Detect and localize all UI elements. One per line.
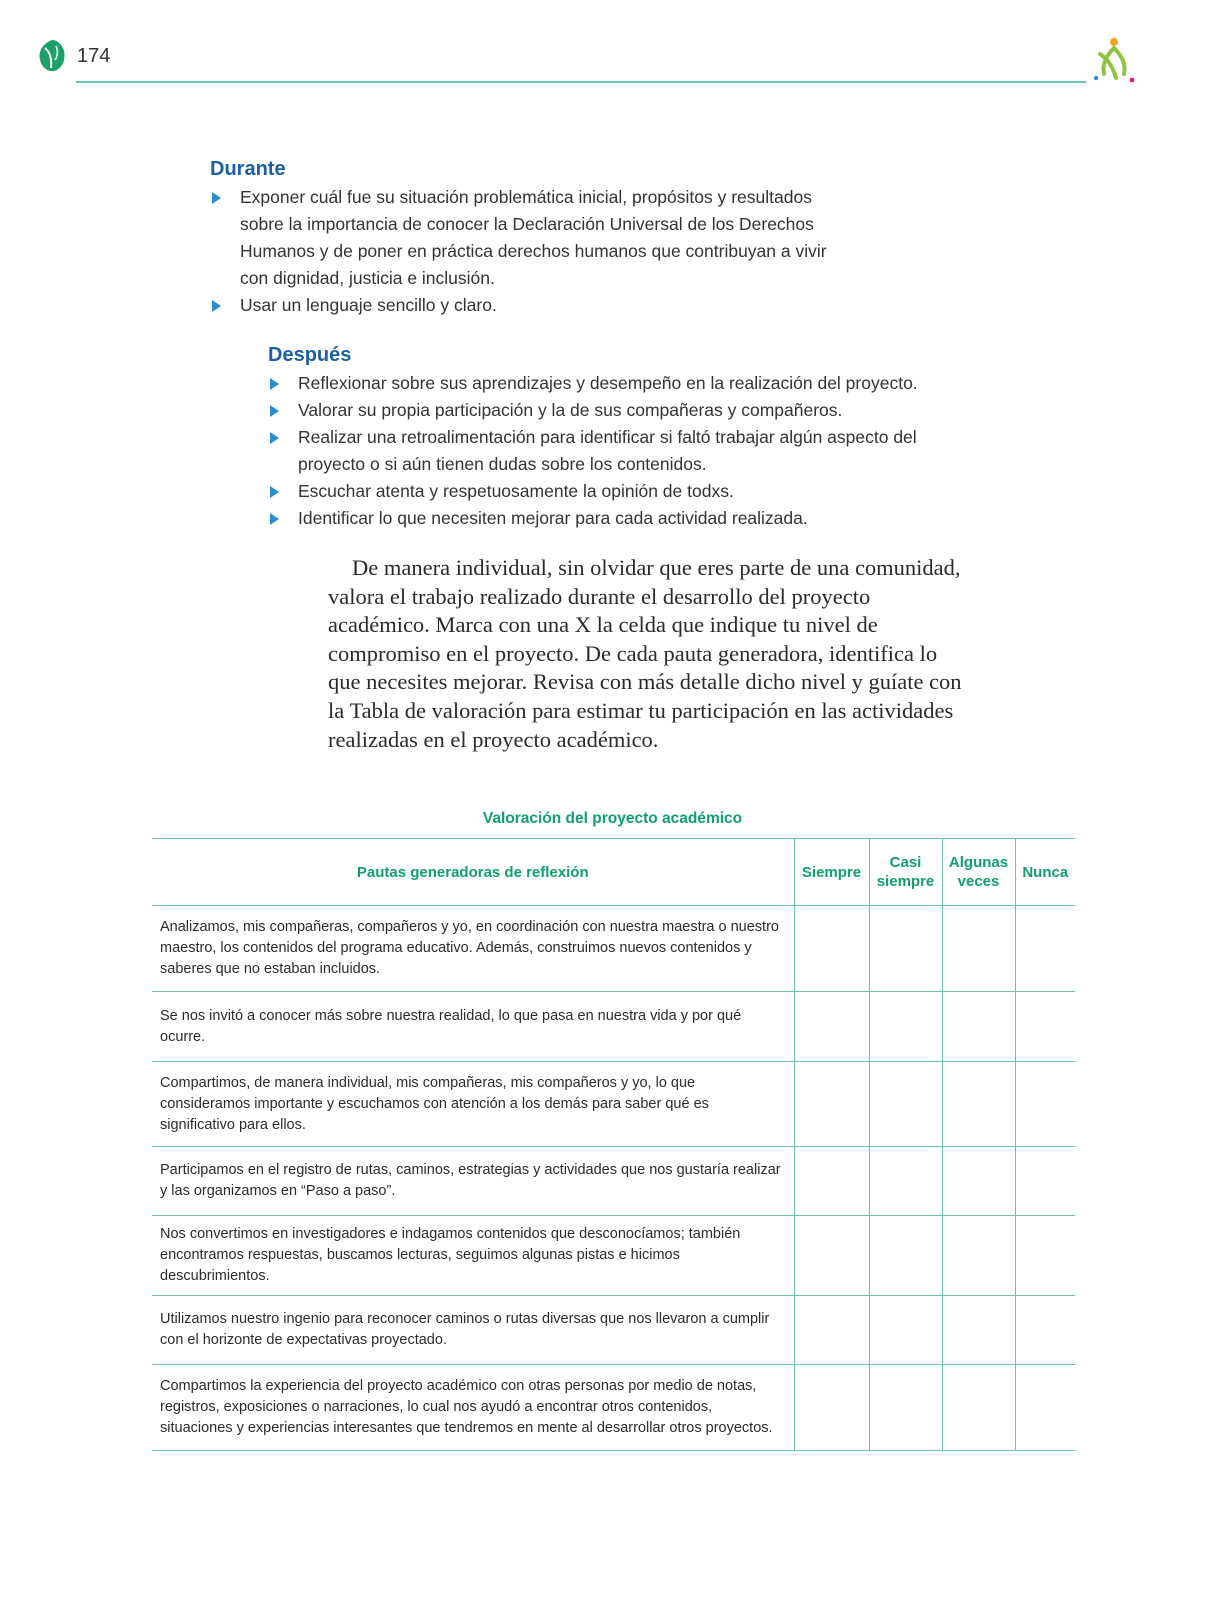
cell-algunas-veces[interactable] (942, 1365, 1015, 1451)
list-item: Reflexionar sobre sus aprendizajes y desempeño en la realización del proyecto. (268, 370, 938, 397)
cell-casi-siempre[interactable] (869, 906, 942, 992)
header-algunas-veces: Algunas veces (942, 839, 1015, 906)
list-item: Identificar lo que necesiten mejorar para cada actividad realizada. (268, 505, 938, 532)
cell-casi-siempre[interactable] (869, 992, 942, 1062)
header-pautas: Pautas generadoras de reflexión (152, 839, 794, 906)
cell-siempre[interactable] (794, 906, 869, 992)
bullet-arrow-icon (270, 486, 279, 498)
page-number: 174 (77, 45, 111, 67)
header-rule (76, 81, 1086, 83)
cell-siempre[interactable] (794, 1296, 869, 1365)
header-nunca: Nunca (1015, 839, 1075, 906)
table-row (152, 1365, 1075, 1451)
bullet-arrow-icon (212, 192, 221, 204)
header-casi-siempre: Casi siempre (869, 839, 942, 906)
bullet-arrow-icon (270, 513, 279, 525)
cell-siempre[interactable] (794, 1062, 869, 1147)
list-item: Exponer cuál fue su situación problemática inicial, propósitos y resultados sobre la importancia de conocer la Declaración Universal de los Derechos Humanos y de poner en práctica derechos humanos que contribuyan a vivir con dignidad, justicia e inclusión. (210, 184, 830, 292)
cell-nunca[interactable] (1015, 906, 1075, 992)
table-row (152, 1062, 1075, 1147)
cell-algunas-veces[interactable] (942, 906, 1015, 992)
cell-nunca[interactable] (1015, 1216, 1075, 1296)
cell-nunca[interactable] (1015, 992, 1075, 1062)
row-description: Nos convertimos en investigadores e indagamos contenidos que desconocíamos; también encontramos respuestas, buscamos lecturas, seguimos algunas pistas e hicimos descubrimientos. (152, 1216, 794, 1296)
instructions-paragraph: De manera individual, sin olvidar que eres parte de una comunidad, valora el trabajo realizado durante el desarrollo del proyecto académico. Marca con una X la celda que indique tu nivel de compromiso en el proyecto. De cada pauta generadora, identifica lo que necesites mejorar. Revisa con más detalle dicho nivel y guíate con la Tabla de valoración para estimar tu participación en las actividades realizadas en el proyecto académico. (328, 555, 962, 752)
bullet-arrow-icon (212, 300, 221, 312)
table-caption: Valoración del proyecto académico (482, 810, 743, 827)
table-header-row (152, 839, 1075, 906)
list-item: Valorar su propia participación y la de sus compañeras y compañeros. (268, 397, 938, 424)
table-row (152, 1296, 1075, 1365)
table-row (152, 906, 1075, 992)
bullet-arrow-icon (270, 378, 279, 390)
row-description: Compartimos, de manera individual, mis compañeras, mis compañeros y yo, lo que consideramos importante y escuchamos con atención a los demás para saber qué es significativo para ellos. (152, 1062, 794, 1147)
cell-nunca[interactable] (1015, 1062, 1075, 1147)
cell-siempre[interactable] (794, 1216, 869, 1296)
cell-casi-siempre[interactable] (869, 1296, 942, 1365)
header-siempre: Siempre (794, 839, 869, 906)
list-item: Realizar una retroalimentación para identificar si faltó trabajar algún aspecto del proyecto o si aún tienen dudas sobre los contenidos. (268, 424, 938, 478)
list-item: Escuchar atenta y respetuosamente la opinión de todxs. (268, 478, 938, 505)
row-description: Se nos invitó a conocer más sobre nuestra realidad, lo que pasa en nuestra vida y por qué ocurre. (152, 992, 794, 1062)
cell-casi-siempre[interactable] (869, 1216, 942, 1296)
table-row (152, 1216, 1075, 1296)
list-item: Usar un lenguaje sencillo y claro. (210, 292, 830, 319)
despues-list (268, 370, 938, 532)
row-description: Analizamos, mis compañeras, compañeros y yo, en coordinación con nuestra maestra o nuestro maestro, los contenidos del programa educativo. Además, construimos nuevos contenidos y saberes que no estaban incluidos. (152, 906, 794, 992)
cell-casi-siempre[interactable] (869, 1365, 942, 1451)
bullet-arrow-icon (270, 405, 279, 417)
cell-nunca[interactable] (1015, 1365, 1075, 1451)
cell-nunca[interactable] (1015, 1147, 1075, 1216)
cell-algunas-veces[interactable] (942, 1216, 1015, 1296)
cell-algunas-veces[interactable] (942, 1062, 1015, 1147)
cell-algunas-veces[interactable] (942, 1147, 1015, 1216)
cell-casi-siempre[interactable] (869, 1147, 942, 1216)
cell-algunas-veces[interactable] (942, 1296, 1015, 1365)
section-title-durante: Durante (210, 158, 286, 180)
row-description: Participamos en el registro de rutas, caminos, estrategias y actividades que nos gustaría realizar y las organizamos en “Paso a paso”. (152, 1147, 794, 1216)
cell-siempre[interactable] (794, 1147, 869, 1216)
row-description: Compartimos la experiencia del proyecto académico con otras personas por medio de notas, registros, exposiciones o narraciones, lo cual nos ayudó a encontrar otros contenidos, situaciones y experiencias interesantes que tendremos en mente al desarrollar otros proyectos. (152, 1365, 794, 1451)
cell-algunas-veces[interactable] (942, 992, 1015, 1062)
section-title-despues: Después (268, 344, 352, 366)
cell-siempre[interactable] (794, 1365, 869, 1451)
flower-logo-icon (1088, 34, 1140, 86)
bullet-arrow-icon (270, 432, 279, 444)
cell-nunca[interactable] (1015, 1296, 1075, 1365)
row-description: Utilizamos nuestro ingenio para reconocer caminos o rutas diversas que nos llevaron a cumplir con el horizonte de expectativas proyectado. (152, 1296, 794, 1365)
durante-list (210, 184, 830, 319)
cell-casi-siempre[interactable] (869, 1062, 942, 1147)
evaluation-table (152, 838, 1075, 1451)
cell-siempre[interactable] (794, 992, 869, 1062)
leaf-logo-icon (36, 38, 68, 74)
table-row (152, 992, 1075, 1062)
table-row (152, 1147, 1075, 1216)
page-header (0, 0, 1214, 100)
